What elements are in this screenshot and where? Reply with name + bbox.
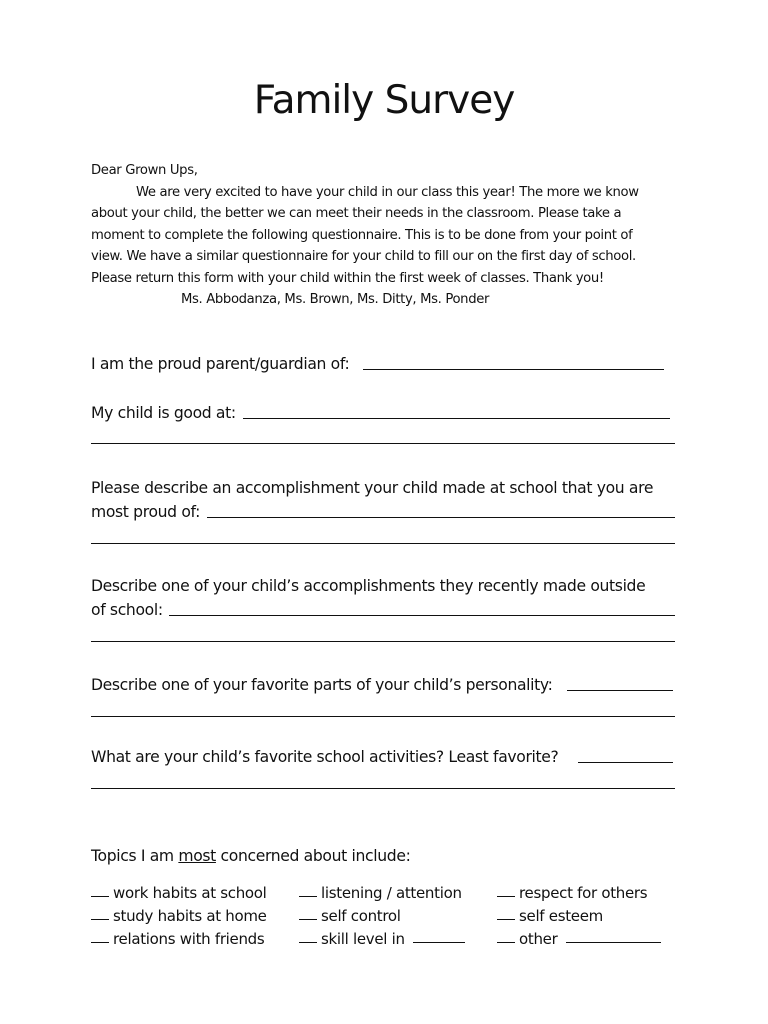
- topic-checkbox-blank[interactable]: [91, 919, 109, 920]
- page-title: Family Survey: [253, 78, 515, 123]
- topic-option-self-esteem[interactable]: [497, 906, 603, 926]
- topic-option-self-control[interactable]: [299, 906, 401, 926]
- letter-greeting: Dear Grown Ups,: [91, 163, 198, 178]
- topic-checkbox-blank[interactable]: [497, 919, 515, 920]
- topics-heading-start: Topics I am: [91, 847, 179, 865]
- topic-option-listening-attention[interactable]: [299, 883, 462, 903]
- answer-blank-outside-accomplishment-2[interactable]: [91, 641, 675, 642]
- letter: [91, 160, 691, 311]
- topic-option-respect-for-others[interactable]: [497, 883, 647, 903]
- topic-label: respect for others: [519, 884, 648, 902]
- topic-option-work-habits[interactable]: [91, 883, 267, 903]
- topic-label: listening / attention: [321, 884, 462, 902]
- topic-label: work habits at school: [113, 884, 267, 902]
- topic-option-skill-level[interactable]: [299, 929, 465, 949]
- topic-checkbox-blank[interactable]: [299, 942, 317, 943]
- answer-blank-school-accomplishment-2[interactable]: [91, 543, 675, 544]
- letter-line-5: Please return this form with your child within the first week of classes. Thank you!: [91, 270, 604, 286]
- topic-checkbox-blank[interactable]: [497, 896, 515, 897]
- letter-line-4: view. We have a similar questionnaire for your child to fill our on the first day of school.: [91, 249, 636, 264]
- letter-line-2: about your child, the better we can meet their needs in the classroom. Please take a: [91, 206, 622, 221]
- question-personality: Describe one of your favorite parts of your child’s personality:: [91, 676, 553, 694]
- topic-label: other: [519, 930, 558, 948]
- other-topic-blank[interactable]: [566, 942, 661, 943]
- question-school-activities: What are your child’s favorite school activities? Least favorite?: [91, 748, 559, 766]
- answer-blank-school-activities-2[interactable]: [91, 788, 675, 789]
- topic-label: self esteem: [519, 907, 603, 925]
- question-good-at: My child is good at:: [91, 404, 236, 422]
- topic-checkbox-blank[interactable]: [91, 942, 109, 943]
- question-school-accomplishment-line-1: Please describe an accomplishment your child made at school that you are: [91, 479, 654, 497]
- question-parent-of: I am the proud parent/guardian of:: [91, 355, 350, 373]
- answer-blank-outside-accomplishment-1[interactable]: [169, 615, 675, 616]
- answer-blank-school-accomplishment-1[interactable]: [207, 517, 675, 518]
- topics-heading-end: concerned about include:: [215, 847, 411, 865]
- question-outside-accomplishment-line-1: Describe one of your child’s accomplishments they recently made outside: [91, 577, 646, 595]
- topic-option-other[interactable]: [497, 929, 661, 949]
- topic-label: skill level in: [321, 930, 405, 948]
- topic-checkbox-blank[interactable]: [299, 919, 317, 920]
- letter-line-3: moment to complete the following questionnaire. This is to be done from your point of: [91, 227, 633, 243]
- topic-label: relations with friends: [113, 930, 265, 948]
- topic-label: study habits at home: [113, 907, 267, 925]
- topics-heading-emphasis: most: [178, 847, 216, 865]
- question-outside-accomplishment-line-2: of school:: [91, 601, 163, 619]
- topic-label: self control: [321, 907, 401, 925]
- topic-checkbox-blank[interactable]: [497, 942, 515, 943]
- answer-blank-personality-2[interactable]: [91, 716, 675, 717]
- answer-blank-personality-1[interactable]: [567, 690, 673, 691]
- answer-blank-good-at-1[interactable]: [243, 418, 670, 419]
- answer-blank-school-activities-1[interactable]: [578, 762, 673, 763]
- letter-line-1: We are very excited to have your child in our class this year! The more we know: [136, 184, 639, 200]
- topic-option-relations-with-friends[interactable]: [91, 929, 264, 949]
- topics-heading: [91, 846, 410, 866]
- skill-level-blank[interactable]: [413, 942, 465, 943]
- topic-checkbox-blank[interactable]: [91, 896, 109, 897]
- topic-checkbox-blank[interactable]: [299, 896, 317, 897]
- letter-signature: Ms. Abbodanza, Ms. Brown, Ms. Ditty, Ms. Ponder: [181, 292, 490, 307]
- question-school-accomplishment-line-2: most proud of:: [91, 503, 200, 521]
- answer-blank-good-at-2[interactable]: [91, 443, 675, 444]
- topic-option-study-habits[interactable]: [91, 906, 267, 926]
- answer-blank-parent-of[interactable]: [363, 369, 664, 370]
